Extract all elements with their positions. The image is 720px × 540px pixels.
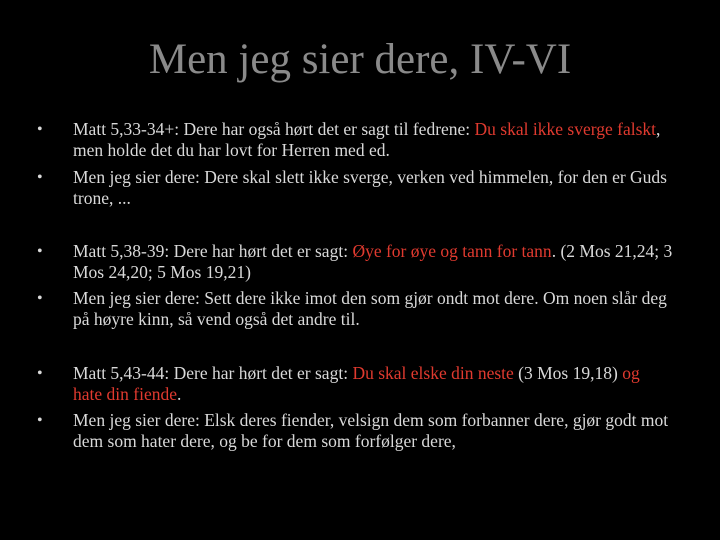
text-span: Matt 5,33-34+: Dere har også hørt det er sagt til fedrene: bbox=[73, 119, 475, 139]
highlighted-quote: Øye for øye og tann for tann bbox=[352, 241, 552, 261]
bullet-text bbox=[73, 288, 673, 330]
bullet-marker: • bbox=[37, 412, 43, 429]
bullet-marker: • bbox=[37, 290, 43, 307]
slide-title: Men jeg sier dere, IV-VI bbox=[148, 36, 572, 83]
bullet-marker: • bbox=[37, 365, 43, 382]
text-span: Matt 5,38-39: Dere har hørt det er sagt: bbox=[73, 241, 353, 261]
bullet-marker: • bbox=[37, 243, 43, 260]
highlighted-quote: Du skal elske din neste bbox=[352, 363, 514, 383]
bullet-marker: • bbox=[37, 169, 43, 186]
highlighted-quote: Du skal ikke sverge falskt bbox=[474, 119, 656, 139]
bullet-text bbox=[73, 119, 673, 161]
text-span: , men holde det du har lovt for Herren med ed. bbox=[73, 119, 661, 160]
text-span: Men jeg sier dere: Elsk deres fiender, velsign dem som forbanner dere, gjør godt mot dem som hater dere, og be for dem som forfølger dere, bbox=[73, 410, 669, 451]
text-span: Men jeg sier dere: Dere skal slett ikke sverge, verken ved himmelen, for den er Guds trone, ... bbox=[73, 167, 667, 208]
bullet-marker: • bbox=[37, 121, 43, 138]
bullet-text bbox=[73, 241, 673, 283]
text-span: (3 Mos 19,18) bbox=[513, 363, 623, 383]
text-span: Men jeg sier dere: Sett dere ikke imot den som gjør ondt mot dere. Om noen slår deg på høyre kinn, så vend også det andre til. bbox=[73, 288, 667, 329]
highlighted-quote: og hate din fiende bbox=[73, 363, 640, 404]
text-span: . (2 Mos 21,24; 3 Mos 24,20; 5 Mos 19,21) bbox=[73, 241, 673, 282]
bullet-text bbox=[73, 410, 673, 452]
bullet-text bbox=[73, 363, 673, 405]
bullet-text bbox=[73, 167, 673, 209]
text-span: . bbox=[176, 384, 182, 404]
text-span: Matt 5,43-44: Dere har hørt det er sagt: bbox=[73, 363, 353, 383]
